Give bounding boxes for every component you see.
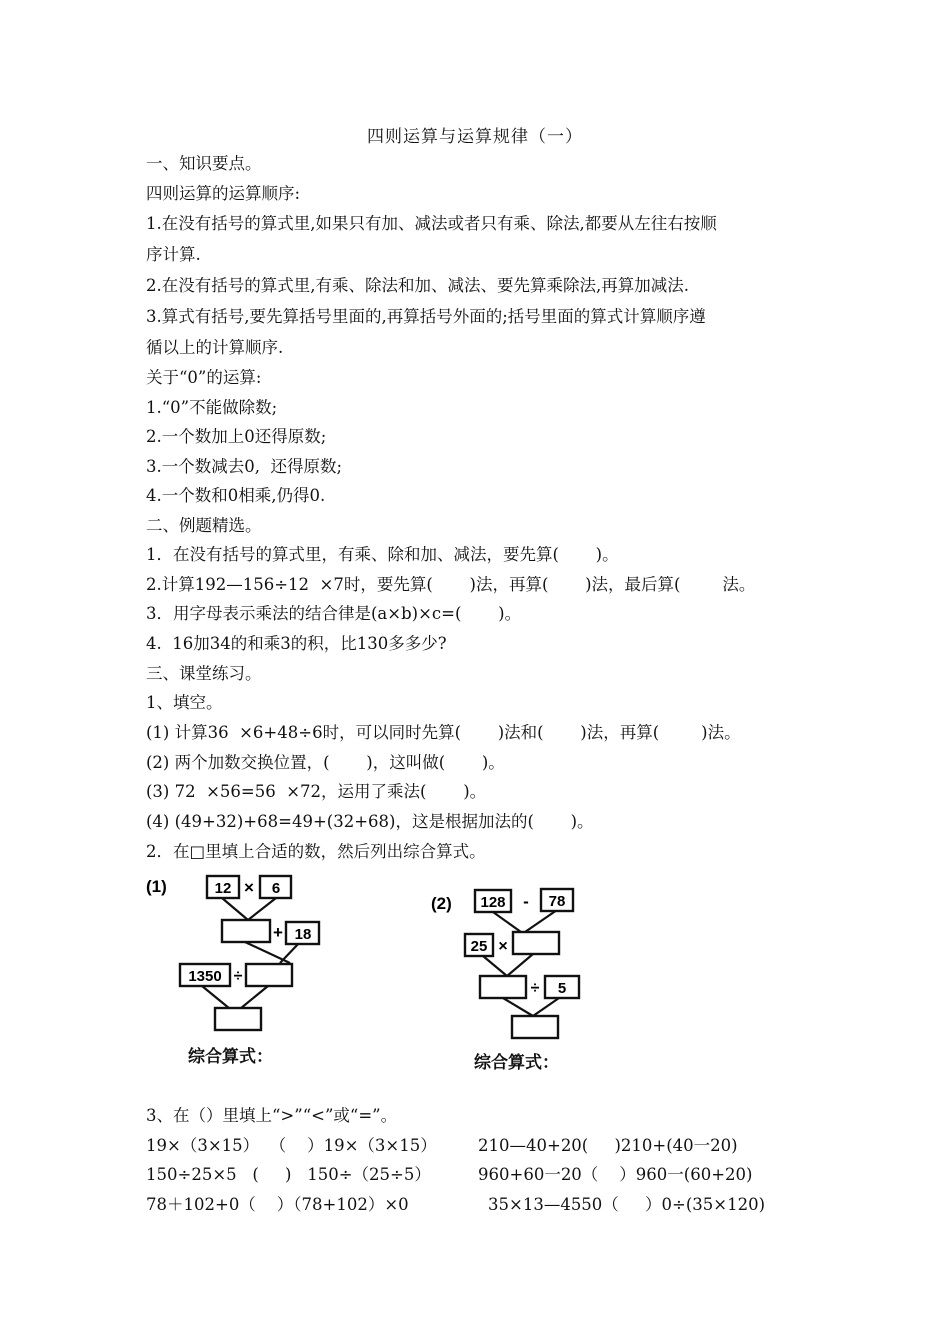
tree2-a: 128 xyxy=(480,894,506,911)
tree1-op2: + xyxy=(273,923,283,942)
tree2-box-diff[interactable] xyxy=(513,932,559,954)
zero-rule3: 3.一个数减去0, 还得原数; xyxy=(146,457,343,476)
fill-q1: (1) 计算36 ×6+48÷6时，可以同时先算( )法和( )法，再算( )法。 xyxy=(146,723,741,742)
compare-row3-right: 35×13—4550（ ）0÷(35×120) xyxy=(488,1195,766,1214)
tree2-op3: ÷ xyxy=(530,980,540,997)
tree2-op2: × xyxy=(498,938,508,955)
tree2-box-product[interactable] xyxy=(480,976,526,998)
fill-heading: 1、填空。 xyxy=(146,693,223,712)
compare-row1-left: 19×（3×15） （ ）19×（3×15） xyxy=(146,1136,437,1155)
tree1-box-sum-left[interactable] xyxy=(222,920,270,942)
page-title: 四则运算与运算规律（一） xyxy=(367,127,583,147)
compare-row3-left: 78＋102+0（ ）（78+102）×0 xyxy=(146,1195,409,1214)
compare-row2-left: 150÷25×5 ( ) 150÷（25÷5） xyxy=(146,1165,431,1184)
rule1-line1: 1.在没有括号的算式里,如果只有加、减法或者只有乘、除法,都要从左往右按顺 xyxy=(146,214,717,233)
tree1-box-divisor[interactable] xyxy=(246,964,292,986)
calc-tree-2 xyxy=(425,886,605,1048)
tree2-box-result[interactable] xyxy=(512,1016,558,1038)
rule2: 2.在没有括号的算式里,有乘、除法和加、减法、要先算乘除法,再算加减法. xyxy=(146,276,689,295)
tree2-caption: 综合算式： xyxy=(474,1053,559,1073)
tree1-box-result[interactable] xyxy=(215,1008,261,1030)
tree2-d: 5 xyxy=(557,980,567,997)
fill-q3: (3) 72 ×56=56 ×72，运用了乘法( )。 xyxy=(146,782,487,801)
tree1-label: (1) xyxy=(146,877,167,896)
zero-rule2: 2.一个数加上0还得原数; xyxy=(146,427,327,446)
fill-q4: (4) (49+32)+68=49+(32+68)，这是根据加法的( )。 xyxy=(146,812,594,831)
section2-heading: 二、例题精选。 xyxy=(146,516,262,535)
tree2-c: 25 xyxy=(470,938,488,955)
example-q2: 2.计算192—156÷12 ×7时，要先算( )法，再算( )法，最后算( 法。 xyxy=(146,575,756,594)
example-q4: 4. 16加34的和乘3的积，比130多多少? xyxy=(146,634,447,653)
tree1-op1: × xyxy=(244,878,254,897)
tree1-op3: ÷ xyxy=(233,968,243,985)
order-heading: 四则运算的运算顺序: xyxy=(146,184,301,203)
section3-heading: 三、课堂练习。 xyxy=(146,664,262,683)
tree-heading: 2．在□里填上合适的数，然后列出综合算式。 xyxy=(146,842,486,861)
zero-heading: 关于“0”的运算: xyxy=(146,368,262,387)
rule3-line2: 循以上的计算顺序. xyxy=(146,338,284,357)
zero-rule4: 4.一个数和0相乘,仍得0. xyxy=(146,486,326,505)
compare-row2-right: 960+60一20（ ）960一(60+20) xyxy=(478,1165,753,1184)
tree2-b: 78 xyxy=(548,893,566,910)
compare-row1-right: 210—40+20( )210+(40一20) xyxy=(478,1136,738,1155)
tree1-c: 18 xyxy=(294,926,312,943)
rule1-line2: 序计算. xyxy=(146,245,201,264)
tree1-d: 1350 xyxy=(188,968,222,985)
tree1-b: 6 xyxy=(271,880,281,897)
compare-heading: 3、在（）里填上“>”“<”或“=”。 xyxy=(146,1106,398,1125)
example-q3: 3．用字母表示乘法的结合律是(a×b)×c=( )。 xyxy=(146,604,522,623)
tree2-label: (2) xyxy=(431,894,452,913)
fill-q2: (2) 两个加数交换位置，( )，这叫做( )。 xyxy=(146,753,505,772)
tree2-op1: - xyxy=(523,892,529,911)
tree1-a: 12 xyxy=(214,880,232,897)
rule3-line1: 3.算式有括号,要先算括号里面的,再算括号外面的;括号里面的算式计算顺序遵 xyxy=(146,307,706,326)
tree1-caption: 综合算式： xyxy=(188,1047,273,1067)
section1-heading: 一、知识要点。 xyxy=(146,154,262,173)
calc-tree-1 xyxy=(140,868,360,1040)
example-q1: 1．在没有括号的算式里，有乘、除和加、减法，要先算( )。 xyxy=(146,545,619,564)
zero-rule1: 1.“0”不能做除数; xyxy=(146,398,278,417)
